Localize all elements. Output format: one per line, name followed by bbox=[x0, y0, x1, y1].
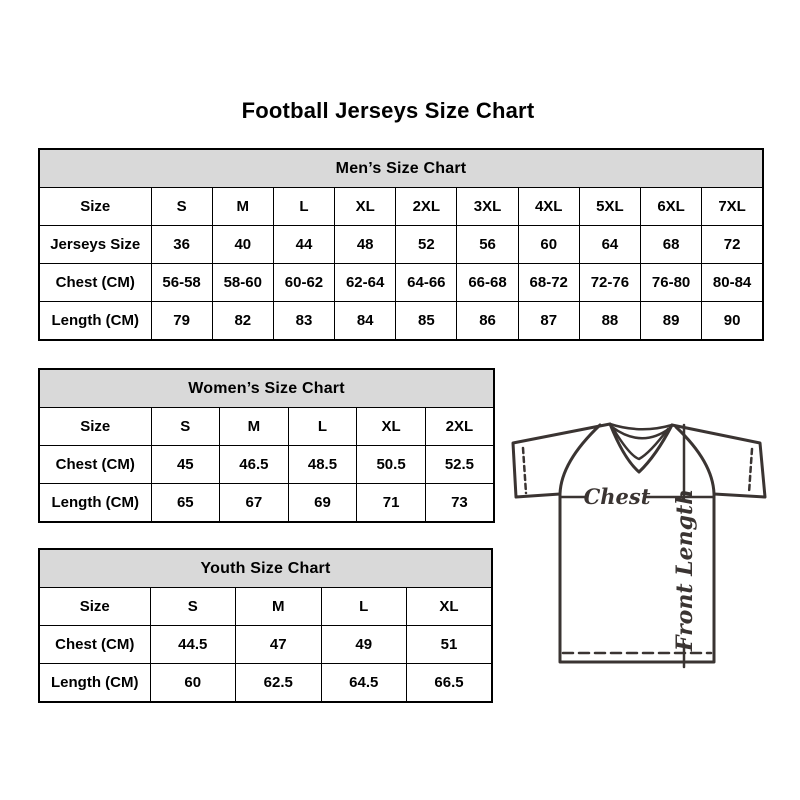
youth-table-title: Youth Size Chart bbox=[39, 549, 492, 588]
cell: 60 bbox=[518, 226, 579, 264]
right-cuff-stitch-icon bbox=[749, 449, 752, 493]
cell: 3XL bbox=[457, 188, 518, 226]
cell: 68-72 bbox=[518, 264, 579, 302]
cell: 36 bbox=[151, 226, 212, 264]
cell: 56 bbox=[457, 226, 518, 264]
cell: 2XL bbox=[425, 408, 494, 446]
youth-row-length bbox=[39, 664, 492, 703]
womens-size-table bbox=[38, 368, 495, 523]
cell: 52 bbox=[396, 226, 457, 264]
row-label: Chest (CM) bbox=[39, 626, 150, 664]
cell: M bbox=[236, 588, 322, 626]
cell: 44.5 bbox=[150, 626, 236, 664]
cell: S bbox=[151, 408, 220, 446]
youth-size-table bbox=[38, 548, 493, 703]
cell: L bbox=[288, 408, 357, 446]
mens-size-table bbox=[38, 148, 764, 341]
row-label: Length (CM) bbox=[39, 484, 151, 523]
cell: 84 bbox=[335, 302, 396, 341]
cell: 79 bbox=[151, 302, 212, 341]
cell: 7XL bbox=[702, 188, 763, 226]
cell: 62.5 bbox=[236, 664, 322, 703]
cell: 5XL bbox=[579, 188, 640, 226]
row-label: Size bbox=[39, 588, 150, 626]
cell: S bbox=[150, 588, 236, 626]
cell: 71 bbox=[357, 484, 426, 523]
womens-table-title: Women’s Size Chart bbox=[39, 369, 494, 408]
jersey-measurement-diagram bbox=[505, 412, 770, 692]
cell: 62-64 bbox=[335, 264, 396, 302]
womens-row-chest bbox=[39, 446, 494, 484]
cell: 2XL bbox=[396, 188, 457, 226]
mens-row-chest bbox=[39, 264, 763, 302]
mens-row-length bbox=[39, 302, 763, 341]
cell: 48.5 bbox=[288, 446, 357, 484]
cell: L bbox=[321, 588, 407, 626]
womens-table-header-row bbox=[39, 369, 494, 408]
cell: 76-80 bbox=[641, 264, 702, 302]
cell: 50.5 bbox=[357, 446, 426, 484]
chest-label: Chest bbox=[583, 484, 651, 509]
cell: 64.5 bbox=[321, 664, 407, 703]
row-label: Length (CM) bbox=[39, 664, 150, 703]
cell: 49 bbox=[321, 626, 407, 664]
cell: 86 bbox=[457, 302, 518, 341]
cell: XL bbox=[357, 408, 426, 446]
cell: 65 bbox=[151, 484, 220, 523]
cell: 88 bbox=[579, 302, 640, 341]
cell: 89 bbox=[641, 302, 702, 341]
cell: XL bbox=[335, 188, 396, 226]
cell: 83 bbox=[273, 302, 334, 341]
cell: 56-58 bbox=[151, 264, 212, 302]
womens-row-length bbox=[39, 484, 494, 523]
cell: 66.5 bbox=[407, 664, 493, 703]
cell: 48 bbox=[335, 226, 396, 264]
cell: 52.5 bbox=[425, 446, 494, 484]
row-label: Size bbox=[39, 188, 151, 226]
youth-row-size bbox=[39, 588, 492, 626]
youth-row-chest bbox=[39, 626, 492, 664]
cell: 6XL bbox=[641, 188, 702, 226]
cell: 87 bbox=[518, 302, 579, 341]
cell: 40 bbox=[212, 226, 273, 264]
cell: 72 bbox=[702, 226, 763, 264]
row-label: Jerseys Size bbox=[39, 226, 151, 264]
cell: 60 bbox=[150, 664, 236, 703]
cell: 73 bbox=[425, 484, 494, 523]
youth-table-header-row bbox=[39, 549, 492, 588]
cell: 58-60 bbox=[212, 264, 273, 302]
right-armhole-seam-icon bbox=[676, 427, 714, 494]
cell: 80-84 bbox=[702, 264, 763, 302]
cell: 66-68 bbox=[457, 264, 518, 302]
cell: 85 bbox=[396, 302, 457, 341]
cell: 64-66 bbox=[396, 264, 457, 302]
mens-row-jerseys-size bbox=[39, 226, 763, 264]
page-title: Football Jerseys Size Chart bbox=[241, 98, 535, 123]
cell: 72-76 bbox=[579, 264, 640, 302]
left-cuff-stitch-icon bbox=[523, 448, 526, 493]
cell: 64 bbox=[579, 226, 640, 264]
cell: 51 bbox=[407, 626, 493, 664]
cell: 68 bbox=[641, 226, 702, 264]
cell: 45 bbox=[151, 446, 220, 484]
row-label: Chest (CM) bbox=[39, 446, 151, 484]
front-length-label: Front Length bbox=[672, 488, 698, 652]
cell: 46.5 bbox=[220, 446, 289, 484]
collar-back-arc-icon bbox=[610, 424, 672, 429]
cell: 69 bbox=[288, 484, 357, 523]
mens-table-header-row bbox=[39, 149, 763, 188]
cell: S bbox=[151, 188, 212, 226]
row-label: Size bbox=[39, 408, 151, 446]
cell: 4XL bbox=[518, 188, 579, 226]
mens-row-size bbox=[39, 188, 763, 226]
cell: L bbox=[273, 188, 334, 226]
cell: 60-62 bbox=[273, 264, 334, 302]
row-label: Length (CM) bbox=[39, 302, 151, 341]
cell: 47 bbox=[236, 626, 322, 664]
cell: M bbox=[212, 188, 273, 226]
cell: 44 bbox=[273, 226, 334, 264]
womens-row-size bbox=[39, 408, 494, 446]
cell: 82 bbox=[212, 302, 273, 341]
cell: M bbox=[220, 408, 289, 446]
cell: 90 bbox=[702, 302, 763, 341]
cell: XL bbox=[407, 588, 493, 626]
row-label: Chest (CM) bbox=[39, 264, 151, 302]
cell: 67 bbox=[220, 484, 289, 523]
mens-table-title: Men’s Size Chart bbox=[39, 149, 763, 188]
